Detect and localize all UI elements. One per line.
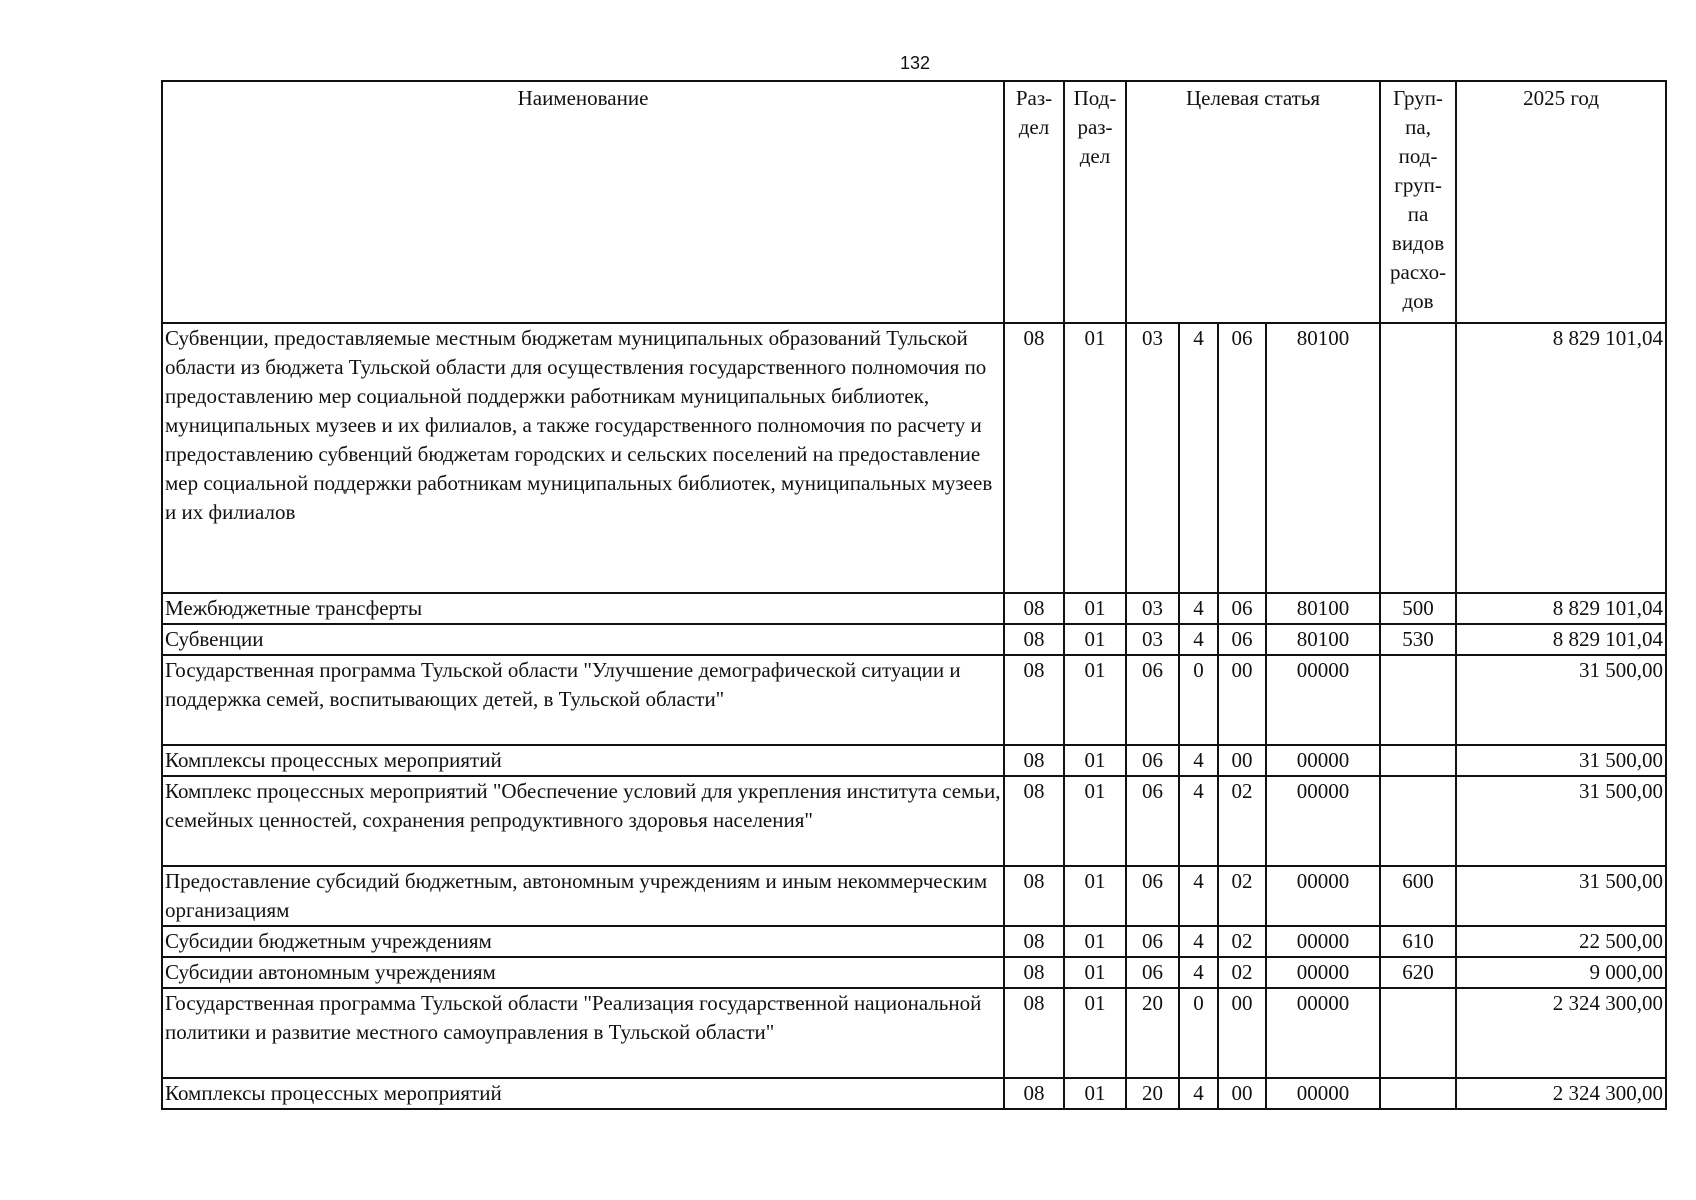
row-celevaya-element: 02 — [1218, 957, 1266, 988]
row-podrazdel: 01 — [1064, 624, 1126, 655]
table-body — [162, 323, 1666, 1109]
row-celevaya-program: 06 — [1126, 866, 1179, 926]
row-celevaya-program: 03 — [1126, 593, 1179, 624]
row-celevaya-direction: 00000 — [1266, 866, 1380, 926]
row-celevaya-type: 0 — [1179, 655, 1218, 745]
row-amount: 31 500,00 — [1456, 655, 1666, 745]
row-podrazdel: 01 — [1064, 988, 1126, 1078]
row-podrazdel: 01 — [1064, 926, 1126, 957]
row-name: Комплекс процессных мероприятий "Обеспечение условий для укрепления института семьи, семейных ценностей, сохранения репродуктивного здоровья населения" — [162, 776, 1004, 866]
table-row — [162, 988, 1666, 1078]
row-razdel: 08 — [1004, 624, 1064, 655]
row-vid-rashodov: 620 — [1380, 957, 1456, 988]
row-razdel: 08 — [1004, 1078, 1064, 1109]
row-celevaya-type: 4 — [1179, 926, 1218, 957]
row-amount: 31 500,00 — [1456, 776, 1666, 866]
row-celevaya-program: 06 — [1126, 957, 1179, 988]
row-celevaya-type: 4 — [1179, 1078, 1218, 1109]
row-podrazdel: 01 — [1064, 776, 1126, 866]
row-celevaya-direction: 80100 — [1266, 323, 1380, 593]
row-amount: 31 500,00 — [1456, 866, 1666, 926]
header-gruppa-vidov-rashodov: Груп- па, под- груп- па видов расхо- дов — [1380, 81, 1456, 323]
table-row — [162, 323, 1666, 593]
row-podrazdel: 01 — [1064, 866, 1126, 926]
budget-table — [161, 80, 1667, 1110]
table-row — [162, 926, 1666, 957]
row-amount: 2 324 300,00 — [1456, 988, 1666, 1078]
table-row — [162, 593, 1666, 624]
row-name: Государственная программа Тульской области "Улучшение демографической ситуации и поддержка семей, воспитывающих детей, в Тульской области" — [162, 655, 1004, 745]
row-celevaya-direction: 00000 — [1266, 957, 1380, 988]
row-vid-rashodov: 500 — [1380, 593, 1456, 624]
table-row — [162, 624, 1666, 655]
header-name: Наименование — [162, 81, 1004, 323]
row-celevaya-program: 06 — [1126, 776, 1179, 866]
row-podrazdel: 01 — [1064, 745, 1126, 776]
header-celevaya-statya: Целевая статья — [1126, 81, 1380, 323]
row-celevaya-program: 20 — [1126, 988, 1179, 1078]
table-header-row — [162, 81, 1666, 323]
table-row — [162, 745, 1666, 776]
row-celevaya-direction: 00000 — [1266, 776, 1380, 866]
table-row — [162, 866, 1666, 926]
row-vid-rashodov — [1380, 745, 1456, 776]
row-vid-rashodov — [1380, 988, 1456, 1078]
row-name: Государственная программа Тульской области "Реализация государственной национальной политики и развитие местного самоуправления в Тульской области" — [162, 988, 1004, 1078]
row-amount: 22 500,00 — [1456, 926, 1666, 957]
table-row — [162, 957, 1666, 988]
row-celevaya-program: 06 — [1126, 655, 1179, 745]
row-celevaya-element: 02 — [1218, 866, 1266, 926]
header-podrazdel: Под- раз- дел — [1064, 81, 1126, 323]
table-row — [162, 655, 1666, 745]
row-celevaya-direction: 00000 — [1266, 655, 1380, 745]
row-vid-rashodov — [1380, 1078, 1456, 1109]
row-celevaya-element: 00 — [1218, 745, 1266, 776]
row-celevaya-element: 00 — [1218, 1078, 1266, 1109]
row-razdel: 08 — [1004, 323, 1064, 593]
row-celevaya-program: 06 — [1126, 745, 1179, 776]
row-celevaya-direction: 00000 — [1266, 1078, 1380, 1109]
row-amount: 9 000,00 — [1456, 957, 1666, 988]
row-celevaya-element: 06 — [1218, 624, 1266, 655]
row-celevaya-element: 06 — [1218, 323, 1266, 593]
row-celevaya-program: 03 — [1126, 624, 1179, 655]
row-razdel: 08 — [1004, 776, 1064, 866]
row-celevaya-program: 03 — [1126, 323, 1179, 593]
header-year: 2025 год — [1456, 81, 1666, 323]
row-celevaya-direction: 80100 — [1266, 624, 1380, 655]
row-celevaya-type: 4 — [1179, 776, 1218, 866]
row-razdel: 08 — [1004, 866, 1064, 926]
row-celevaya-type: 4 — [1179, 593, 1218, 624]
row-name: Субвенции — [162, 624, 1004, 655]
row-celevaya-type: 4 — [1179, 957, 1218, 988]
row-amount: 2 324 300,00 — [1456, 1078, 1666, 1109]
row-vid-rashodov: 610 — [1380, 926, 1456, 957]
row-podrazdel: 01 — [1064, 957, 1126, 988]
row-celevaya-element: 02 — [1218, 926, 1266, 957]
table-row — [162, 1078, 1666, 1109]
row-celevaya-element: 06 — [1218, 593, 1266, 624]
row-celevaya-type: 4 — [1179, 745, 1218, 776]
row-vid-rashodov: 600 — [1380, 866, 1456, 926]
row-amount: 8 829 101,04 — [1456, 593, 1666, 624]
table-row — [162, 776, 1666, 866]
row-razdel: 08 — [1004, 926, 1064, 957]
row-celevaya-element: 00 — [1218, 655, 1266, 745]
row-vid-rashodov — [1380, 776, 1456, 866]
row-podrazdel: 01 — [1064, 655, 1126, 745]
row-razdel: 08 — [1004, 745, 1064, 776]
row-vid-rashodov — [1380, 655, 1456, 745]
row-name: Комплексы процессных мероприятий — [162, 1078, 1004, 1109]
row-amount: 8 829 101,04 — [1456, 624, 1666, 655]
row-celevaya-direction: 00000 — [1266, 926, 1380, 957]
row-amount: 31 500,00 — [1456, 745, 1666, 776]
row-podrazdel: 01 — [1064, 323, 1126, 593]
row-razdel: 08 — [1004, 957, 1064, 988]
page-number: 132 — [899, 53, 931, 73]
row-celevaya-element: 00 — [1218, 988, 1266, 1078]
row-celevaya-type: 4 — [1179, 866, 1218, 926]
row-name: Комплексы процессных мероприятий — [162, 745, 1004, 776]
row-amount: 8 829 101,04 — [1456, 323, 1666, 593]
row-celevaya-program: 20 — [1126, 1078, 1179, 1109]
row-name: Межбюджетные трансферты — [162, 593, 1004, 624]
row-celevaya-direction: 00000 — [1266, 988, 1380, 1078]
row-name: Субвенции, предоставляемые местным бюджетам муниципальных образований Тульской области из бюджета Тульской области для осуществления государственного полномочия по предоставлению мер социальной поддержки работникам муниципальных библиотек, муниципальных музеев и их филиалов, а также государственного полномочия по расчету и предоставлению субвенций бюджетам городских и сельских поселений на предоставление мер социальной поддержки работникам муниципальных библиотек, муниципальных музеев и их филиалов — [162, 323, 1004, 593]
row-celevaya-element: 02 — [1218, 776, 1266, 866]
row-celevaya-direction: 80100 — [1266, 593, 1380, 624]
row-vid-rashodov: 530 — [1380, 624, 1456, 655]
row-podrazdel: 01 — [1064, 593, 1126, 624]
row-name: Субсидии бюджетным учреждениям — [162, 926, 1004, 957]
row-celevaya-type: 0 — [1179, 988, 1218, 1078]
row-name: Субсидии автономным учреждениям — [162, 957, 1004, 988]
row-name: Предоставление субсидий бюджетным, автономным учреждениям и иным некоммерческим организациям — [162, 866, 1004, 926]
row-celevaya-type: 4 — [1179, 624, 1218, 655]
row-razdel: 08 — [1004, 988, 1064, 1078]
row-celevaya-type: 4 — [1179, 323, 1218, 593]
row-podrazdel: 01 — [1064, 1078, 1126, 1109]
row-razdel: 08 — [1004, 655, 1064, 745]
row-celevaya-direction: 00000 — [1266, 745, 1380, 776]
row-razdel: 08 — [1004, 593, 1064, 624]
row-vid-rashodov — [1380, 323, 1456, 593]
header-razdel: Раз- дел — [1004, 81, 1064, 323]
row-celevaya-program: 06 — [1126, 926, 1179, 957]
